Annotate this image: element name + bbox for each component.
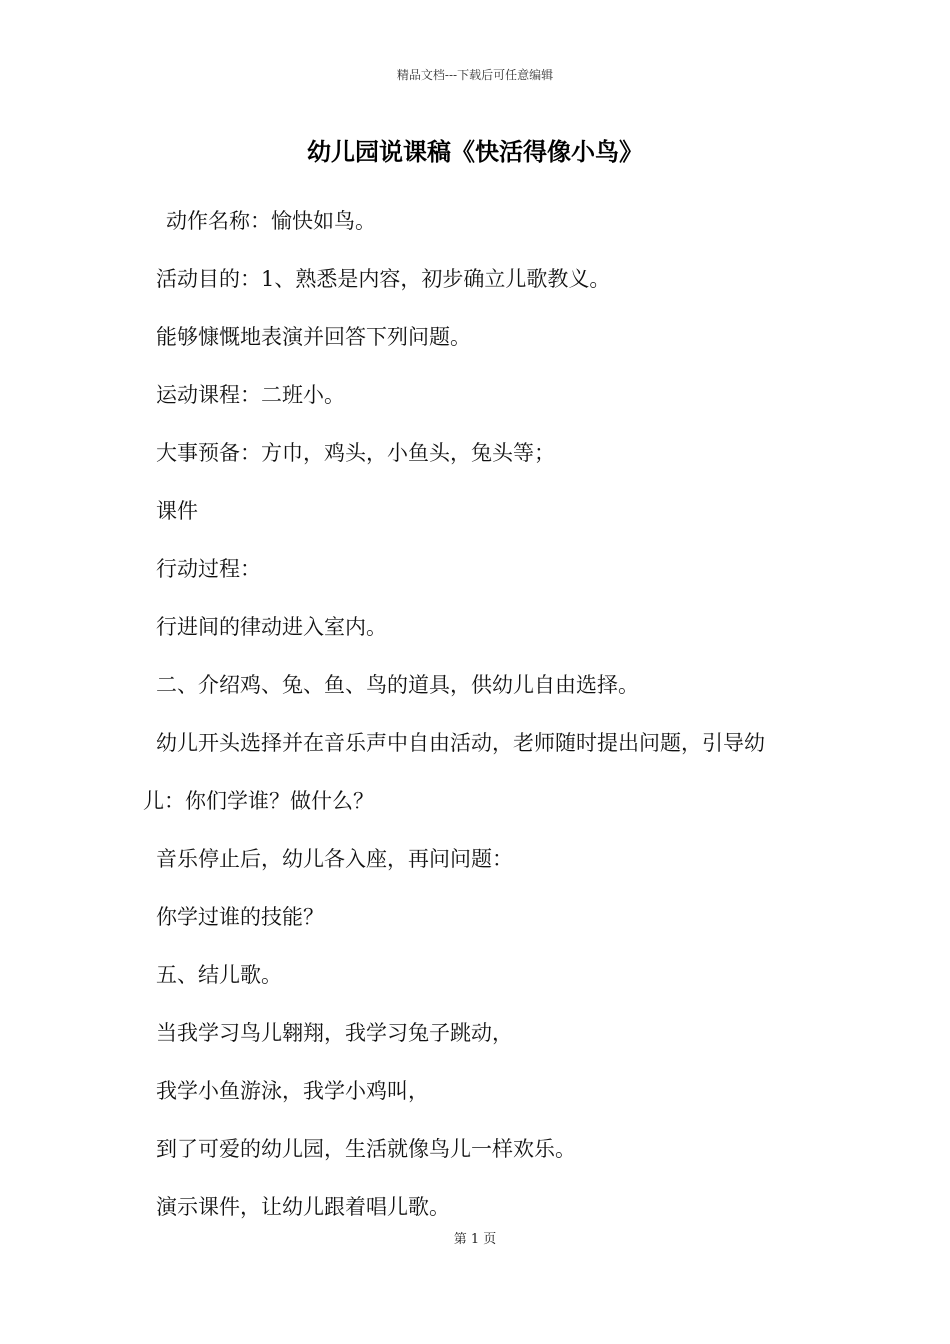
document-body [0, 202, 950, 1246]
paragraph-text: 到了可爱的幼儿园，生活就像鸟儿一样欢乐。 [156, 1137, 576, 1161]
paragraph [0, 318, 950, 376]
paragraph [0, 202, 950, 260]
paragraph-text: 我学小鱼游泳，我学小鸡叫， [156, 1079, 429, 1103]
paragraph-text: 当我学习鸟儿翱翔，我学习兔子跳动， [156, 1021, 513, 1045]
paragraph-text: 行动过程： [156, 557, 261, 581]
paragraph-text: 音乐停止后，幼儿各入座，再问问题： [156, 847, 513, 871]
paragraph [0, 376, 950, 434]
paragraph-text: 二、介绍鸡、兔、鱼、鸟的道具，供幼儿自由选择。 [156, 673, 639, 697]
paragraph [0, 550, 950, 608]
paragraph [0, 608, 950, 666]
paragraph [0, 898, 950, 956]
paragraph [0, 1130, 950, 1188]
paragraph-text: 活动目的：1、熟悉是内容，初步确立儿歌教义。 [156, 267, 611, 291]
paragraph-text: 运动课程：二班小。 [156, 383, 345, 407]
paragraph [0, 666, 950, 724]
document-title: 幼儿园说课稿《快活得像小鸟》 [307, 137, 643, 166]
paragraph [0, 956, 950, 1014]
paragraph-text: 能够慷慨地表演并回答下列问题。 [156, 325, 471, 349]
paragraph-text: 行进间的律动进入室内。 [156, 615, 387, 639]
paragraph-text: 五、结儿歌。 [156, 963, 282, 987]
paragraph-text: 儿：你们学谁？做什么？ [143, 789, 374, 813]
paragraph [0, 840, 950, 898]
paragraph-text: 课件 [156, 499, 198, 523]
paragraph-text: 幼儿开头选择并在音乐声中自由活动，老师随时提出问题，引导幼 [156, 731, 765, 755]
paragraph [0, 492, 950, 550]
page-number: 第 1 页 [453, 1232, 497, 1247]
paragraph-continuation [0, 782, 950, 840]
paragraph-text: 你学过谁的技能？ [156, 905, 324, 929]
paragraph [0, 260, 950, 318]
paragraph [0, 1072, 950, 1130]
document-header-note: 精品文档---下载后可任意编辑 [396, 68, 554, 82]
paragraph [0, 1014, 950, 1072]
paragraph [0, 434, 950, 492]
paragraph-text: 演示课件，让幼儿跟着唱儿歌。 [156, 1195, 450, 1219]
paragraph-text: 动作名称：愉快如鸟。 [166, 209, 376, 233]
paragraph [0, 724, 950, 782]
paragraph-text: 大事预备：方巾，鸡头，小鱼头，兔头等； [156, 441, 555, 465]
